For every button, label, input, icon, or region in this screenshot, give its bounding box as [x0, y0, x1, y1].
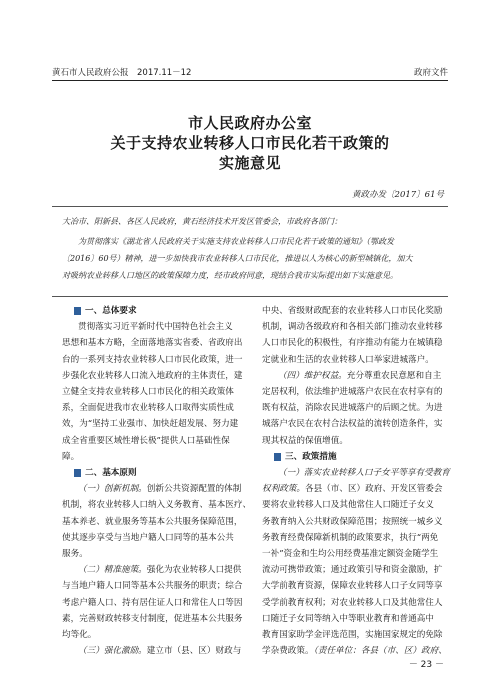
body-line: 务教育经费保障新机制的政策要求，执行“两免	[262, 532, 439, 543]
body-line: 口随迁子女同等纳入中等职业教育和普通高中	[262, 613, 434, 624]
item-label: （三）强化激励。	[78, 646, 147, 657]
body-line: 台的一系列支持农业转移人口市民化政策，进一	[62, 354, 243, 365]
body-line: 定就业和生活的农业转移人口举家进城落户。	[262, 354, 434, 365]
right-column	[262, 303, 448, 659]
body-line: 务教育纳入公共财政保障范围；按照统一城乡义	[262, 516, 443, 527]
body-line: （三）强化激励。建立市（县、区）财政与	[78, 646, 242, 657]
body-line: 思想和基本方略，全面落地落实省委、省政府出	[62, 338, 243, 349]
body-line: 素，完善财政转移支付制度，促进基本公共服务	[62, 613, 243, 624]
title-line-2: 关于支持农业转移人口市民化若干政策的	[110, 134, 390, 152]
body-line: 城落户农民在农村合法权益的流转创造条件，实	[262, 419, 443, 430]
running-header	[52, 64, 448, 78]
body-line: 一补”资金和生均公用经费基准定额资金随学生	[262, 549, 439, 560]
body-line: 服务。	[62, 549, 88, 560]
body-line: 教育国家助学金评选范围，实施国家规定的免除	[262, 630, 443, 641]
body-line: 成全省重要区域性增长极”提供人口基础性保	[62, 435, 230, 446]
item-label: （四）维护权益。	[278, 370, 347, 381]
body-line: 立健全支持农业转移人口市民化的相关政策体	[62, 387, 234, 398]
preamble-line: 对吸纳农业转移人口地区的政策保障力度，经市政府同意，现结合我市实际提出如下实施意见。	[62, 271, 398, 280]
body-line: 定居权利，依法维护进城落户农民在农村享有的	[262, 387, 443, 398]
header-section: 政府文件	[413, 68, 448, 78]
header-rule	[52, 80, 448, 81]
page-number: － 23 －	[408, 660, 444, 670]
section-heading-1: 一、总体要求	[62, 303, 250, 319]
item-label: （一）创新机制。	[78, 484, 147, 495]
separator-bottom	[52, 296, 448, 297]
body-line: （一）创新机制。创新公共资源配置的体制	[78, 484, 242, 495]
body-line: 要将农业转移人口及其他常住人口随迁子女义	[262, 500, 434, 511]
body-line: 大学前教育资源，保障农业转移人口子女同等享	[262, 581, 443, 592]
header-publication: 黄石市人民政府公报 2017.11－12	[52, 68, 192, 78]
body-line: 机制，将农业转移人口纳入义务教育、基本医疗、	[62, 500, 252, 511]
body-line: 考虑户籍人口、持有居住证人口和常住人口等因	[62, 597, 243, 608]
body-line: 受学前教育权利；对农业转移人口及其他常住人	[262, 597, 443, 608]
heading-bar-icon	[274, 453, 281, 461]
left-column	[62, 303, 250, 659]
title-line-1: 市人民政府办公室	[187, 114, 312, 132]
body-line: （四）维护权益。充分尊重农民意愿和自主	[278, 370, 442, 381]
body-line: 系，全面促进我市农业转移人口取得实质性成	[62, 403, 234, 414]
body-line: 均等化。	[62, 630, 97, 641]
item-label: （二）精准施策。	[78, 565, 147, 576]
section-heading-3: 三、政策措施	[262, 449, 448, 465]
title-line-3: 实施意见	[218, 154, 281, 172]
section-heading-2: 二、基本原则	[62, 465, 250, 481]
body-line: 基本养老、就业服务等基本公共服务保障范围，	[62, 516, 243, 527]
body-line: 流动可携带政策；通过政策引导和资金激励，扩	[262, 565, 443, 576]
document-title	[52, 113, 448, 173]
body-line: 权利政策。各县（市、区）政府、开发区管委会	[262, 484, 443, 495]
body-line: 人口市民化的积极性，有序推动有能力在城镇稳	[262, 338, 443, 349]
body-line: 学杂费政策。（责任单位：各县（市、区）政府、	[262, 646, 447, 657]
body-line: 障。	[62, 451, 80, 462]
body-line: 机制，调动各级政府和各相关部门推动农业转移	[262, 322, 443, 333]
body-line: 使其逐步享受与当地户籍人口同等的基本公共	[62, 532, 234, 543]
preamble	[62, 233, 444, 284]
heading-bar-icon	[74, 307, 81, 315]
body-line: （二）精准施策。强化为农业转移人口提供	[78, 565, 242, 576]
preamble-line: 〔2016〕60号）精神，进一步加快我市农业转移人口市民化，推进以人为核心的新型城镇化，加大	[62, 254, 413, 263]
heading-bar-icon	[74, 469, 81, 477]
body-line: 效，为“坚持工业强市、加快赶超发展、努力建	[62, 419, 239, 430]
body-line: 贯彻落实习近平新时代中国特色社会主义	[78, 322, 233, 333]
recipients: 大冶市、阳新县、各区人民政府，黄石经济技术开发区管委会，市政府各部门：	[62, 217, 342, 226]
body-line: 既有权益，消除农民进城落户的后顾之忧。为进	[262, 403, 443, 414]
separator-top	[52, 206, 448, 207]
body-line: 步强化农业转移人口流入地政府的主体责任，建	[62, 370, 243, 381]
preamble-line: 为贯彻落实《湖北省人民政府关于实施支持农业转移人口市民化若干政策的通知》（鄂政发	[78, 237, 394, 246]
item-label: （一）落实农业转移人口子女平等享有受教育	[278, 468, 450, 479]
body-line: 中央、省级财政配套的农业转移人口市民化奖励	[262, 306, 443, 316]
body-line: 与当地户籍人口同等基本公共服务的职责；综合	[62, 581, 243, 592]
document-number: 黄政办发〔2017〕61号	[352, 190, 444, 200]
body-line: 现其权益的保值增值。	[262, 435, 348, 446]
